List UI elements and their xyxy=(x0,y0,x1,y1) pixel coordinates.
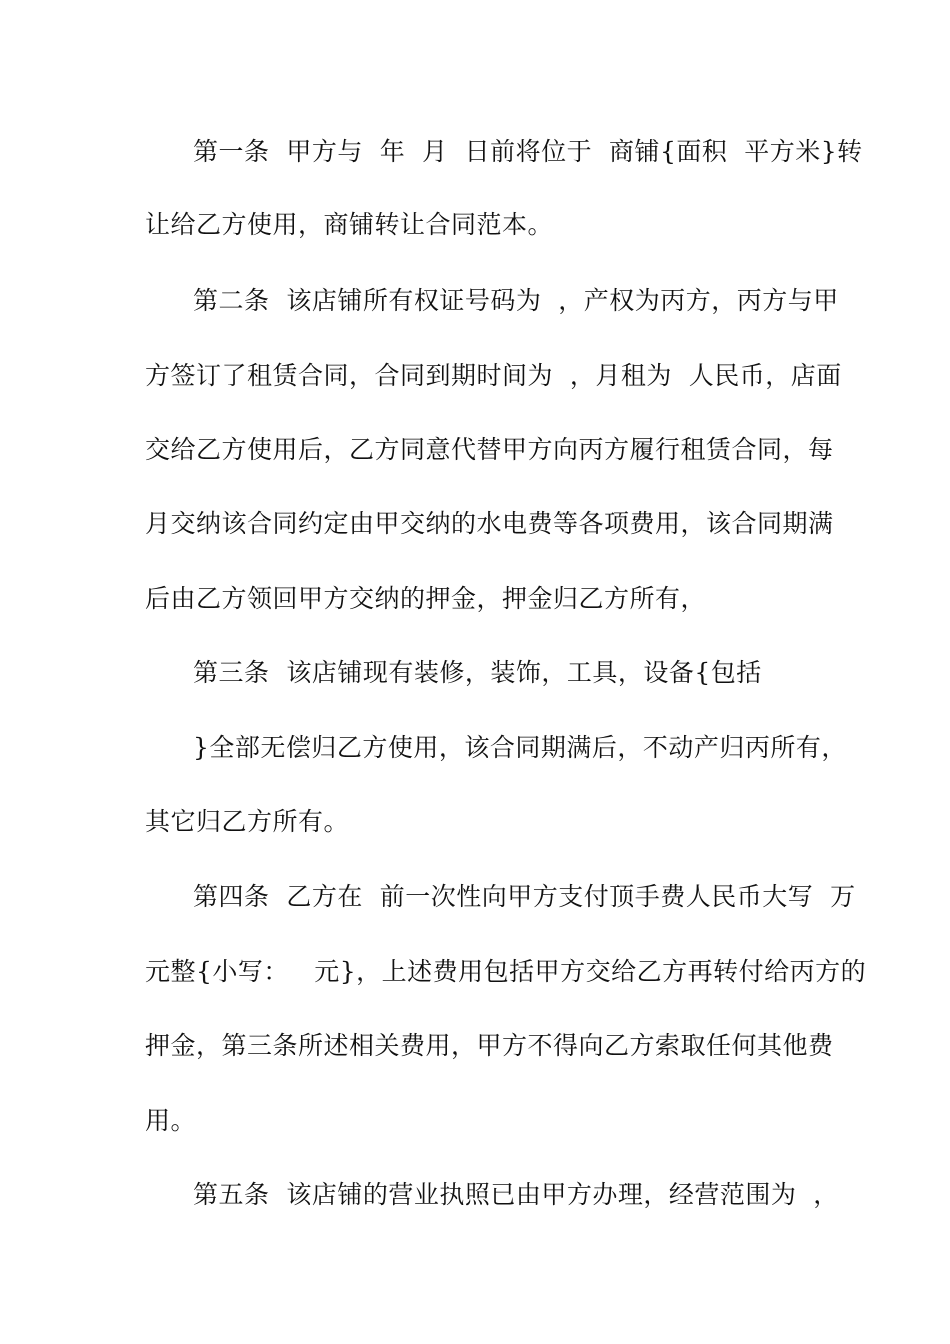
article-1-line-1: 第一条 甲方与 年 月 日前将位于 商铺{面积 平方米}转 xyxy=(193,137,863,166)
article-1-line-2: 让给乙方使用，商铺转让合同范本。 xyxy=(145,210,554,239)
article-3-line-2: }全部无偿归乙方使用，该合同期满后，不动产归丙所有， xyxy=(193,733,847,762)
article-3-line-1: 第三条 该店铺现有装修，装饰，工具，设备{包括 xyxy=(193,658,762,687)
article-4-line-3: 押金，第三条所述相关费用，甲方不得向乙方索取任何其他费 xyxy=(145,1031,834,1060)
article-4-line-4: 用。 xyxy=(145,1106,197,1135)
article-4-line-2: 元整{小写： 元}，上述费用包括甲方交给乙方再转付给丙方的 xyxy=(145,957,867,986)
article-3-line-3: 其它归乙方所有。 xyxy=(145,807,350,836)
article-2-line-1: 第二条 该店铺所有权证号码为 ，产权为丙方，丙方与甲 xyxy=(193,286,839,315)
article-2-line-3: 交给乙方使用后，乙方同意代替甲方向丙方履行租赁合同，每 xyxy=(145,435,834,464)
article-4-line-1: 第四条 乙方在 前一次性向甲方支付顶手费人民币大写 万 xyxy=(193,882,856,911)
article-5-line-1: 第五条 该店铺的营业执照已由甲方办理，经营范围为 ， xyxy=(193,1180,839,1209)
article-2-line-4: 月交纳该合同约定由甲交纳的水电费等各项费用，该合同期满 xyxy=(145,509,834,538)
article-2-line-5: 后由乙方领回甲方交纳的押金，押金归乙方所有， xyxy=(145,584,707,613)
article-2-line-2: 方签订了租赁合同，合同到期时间为 ，月租为 人民币，店面 xyxy=(145,361,842,390)
